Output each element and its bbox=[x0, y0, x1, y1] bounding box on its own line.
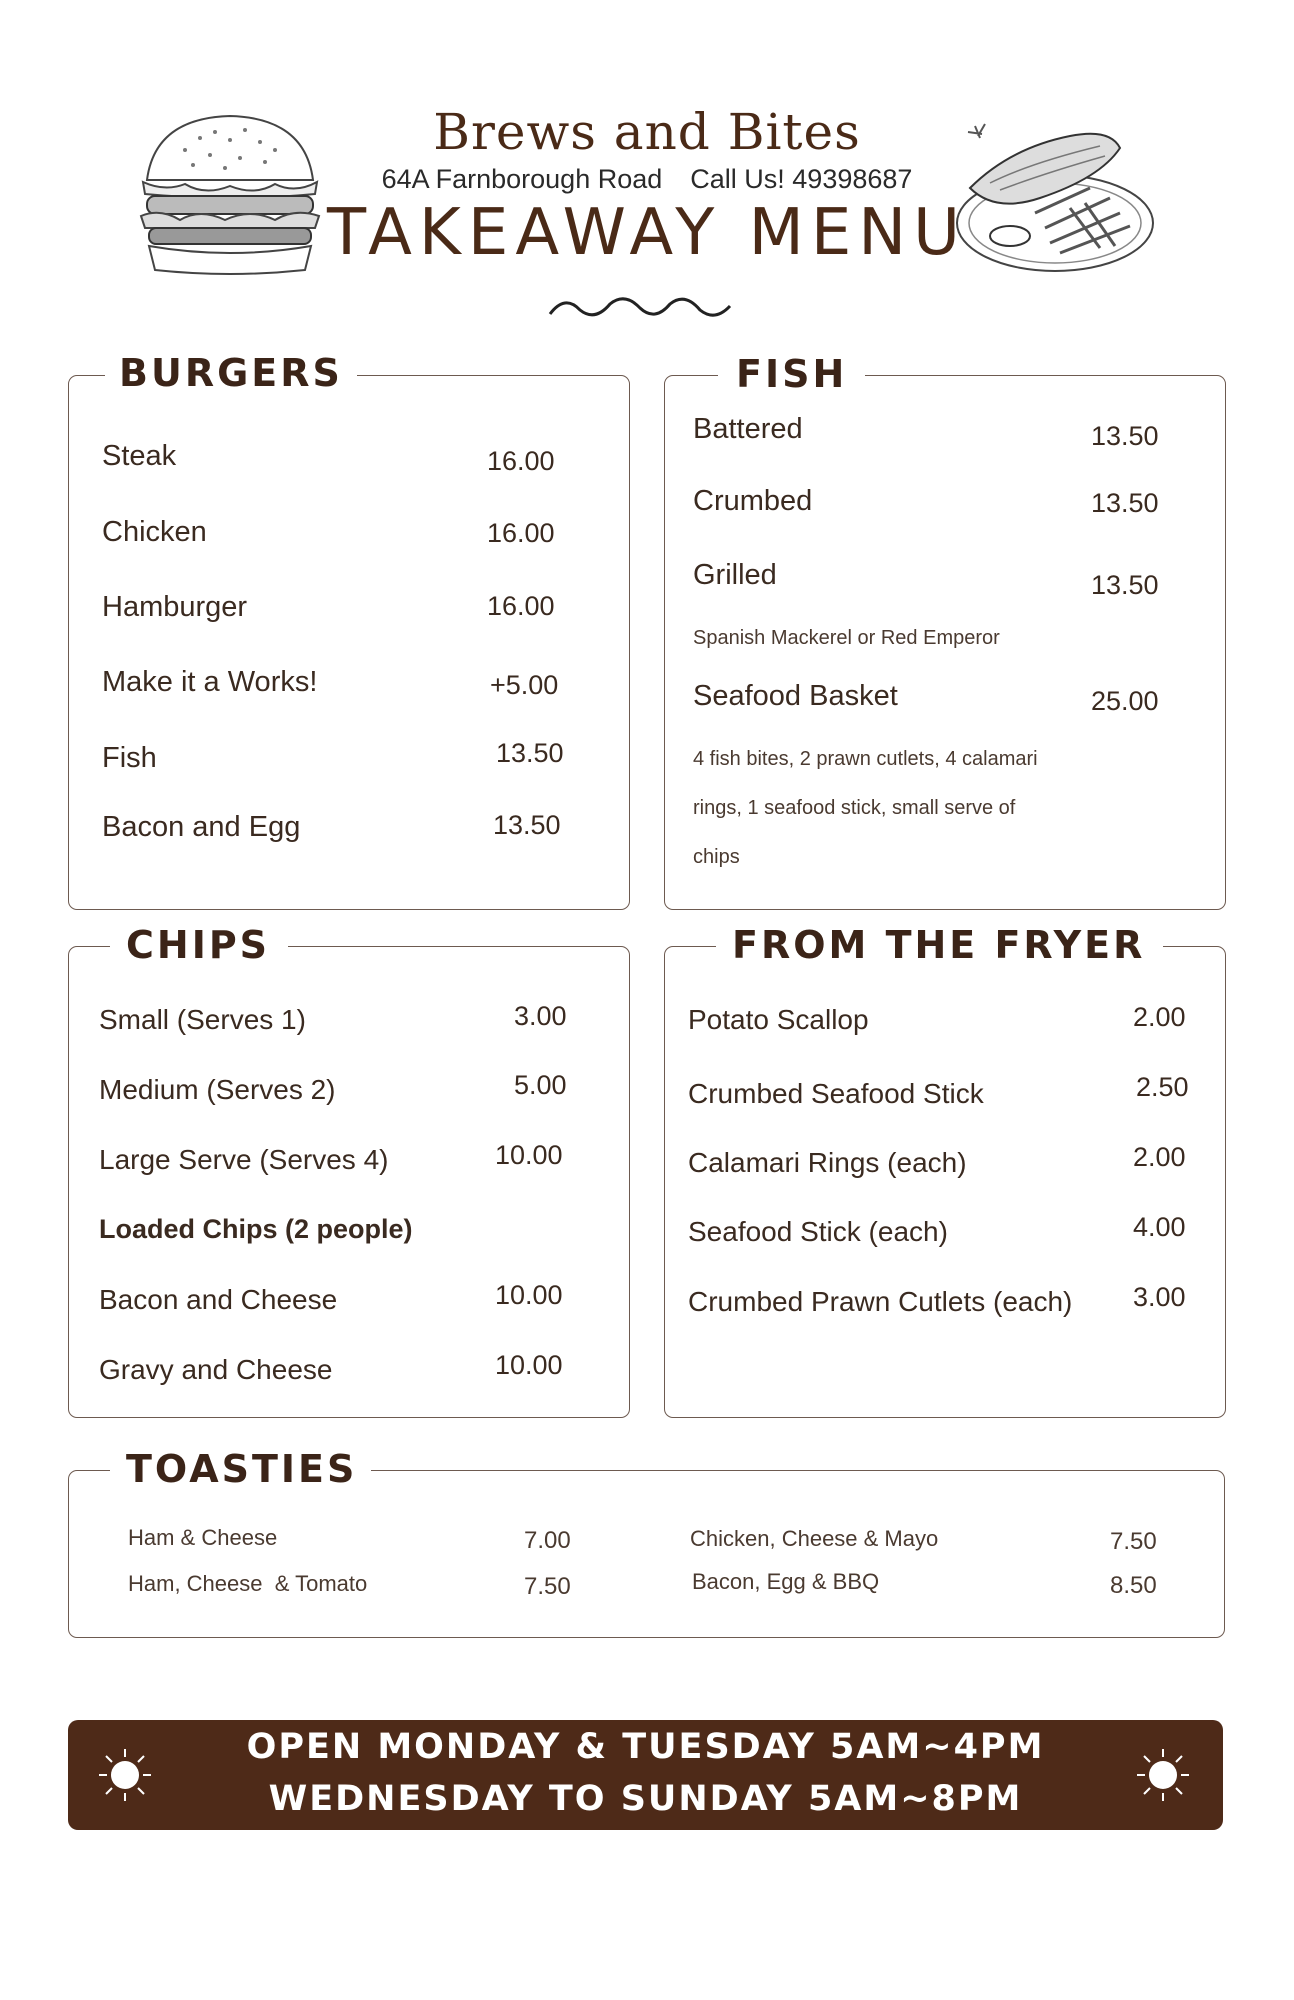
menu-item: Crumbed Seafood Stick bbox=[688, 1078, 984, 1109]
menu-price: 13.50 bbox=[1091, 570, 1159, 600]
menu-price: 4.00 bbox=[1133, 1212, 1186, 1242]
menu-price: 2.00 bbox=[1133, 1142, 1186, 1172]
fryer-title: FROM THE FRYER bbox=[716, 923, 1163, 967]
menu-price: 2.00 bbox=[1133, 1002, 1186, 1032]
menu-price: 10.00 bbox=[495, 1280, 563, 1310]
menu-item: Small (Serves 1) bbox=[99, 1004, 306, 1035]
wavy-divider-icon bbox=[545, 292, 735, 322]
menu-item: Potato Scallop bbox=[688, 1004, 869, 1035]
menu-item: Gravy and Cheese bbox=[99, 1354, 333, 1385]
menu-price: 25.00 bbox=[1091, 686, 1159, 716]
menu-item: Bacon and Egg bbox=[102, 811, 301, 843]
menu-price: 3.00 bbox=[1133, 1282, 1186, 1312]
menu-item: Grilled bbox=[693, 559, 777, 591]
menu-price: 7.00 bbox=[524, 1527, 571, 1554]
menu-item: Steak bbox=[102, 440, 177, 472]
loaded-chips-heading: Loaded Chips (2 people) bbox=[99, 1214, 413, 1244]
menu-item: Large Serve (Serves 4) bbox=[99, 1144, 389, 1175]
toasties-title: TOASTIES bbox=[110, 1447, 371, 1491]
restaurant-name: Brews and Bites bbox=[433, 103, 861, 161]
menu-item: Crumbed bbox=[693, 485, 813, 517]
menu-item: Bacon and Cheese bbox=[99, 1284, 338, 1315]
item-description: 4 fish bites, 2 prawn cutlets, 4 calamari bbox=[693, 748, 1038, 770]
menu-price: 13.50 bbox=[1091, 488, 1159, 518]
menu-price: 16.00 bbox=[487, 518, 555, 548]
menu-price: 10.00 bbox=[495, 1140, 563, 1170]
address: 64A Farnborough Road bbox=[381, 164, 663, 194]
chips-title: CHIPS bbox=[110, 923, 288, 967]
toasties-section bbox=[68, 1470, 1225, 1638]
burgers-title: BURGERS bbox=[105, 351, 357, 395]
menu-item: Hamburger bbox=[102, 591, 248, 623]
menu-item: Chicken, Cheese & Mayo bbox=[690, 1526, 939, 1551]
menu-price: +5.00 bbox=[490, 670, 559, 700]
menu-item: Bacon, Egg & BBQ bbox=[692, 1569, 880, 1594]
item-description: rings, 1 seafood stick, small serve of bbox=[693, 797, 1016, 819]
menu-price: 7.50 bbox=[524, 1573, 571, 1600]
menu-price: 3.00 bbox=[514, 1001, 567, 1031]
menu-price: 5.00 bbox=[514, 1070, 567, 1100]
hours-line-1: OPEN MONDAY & TUESDAY 5AM~4PM bbox=[246, 1727, 1045, 1767]
menu-item: Fish bbox=[102, 742, 157, 774]
menu-item: Crumbed Prawn Cutlets (each) bbox=[688, 1286, 1073, 1317]
menu-item: Ham, Cheese & Tomato bbox=[128, 1571, 368, 1596]
menu-price: 16.00 bbox=[487, 446, 555, 476]
menu-item: Seafood Basket bbox=[693, 680, 898, 712]
item-description: chips bbox=[693, 846, 740, 868]
menu-price: 2.50 bbox=[1136, 1072, 1189, 1102]
menu-price: 13.50 bbox=[493, 810, 561, 840]
menu-price: 13.50 bbox=[496, 738, 564, 768]
menu-price: 16.00 bbox=[487, 591, 555, 621]
menu-item: Chicken bbox=[102, 516, 207, 548]
hours-line-2: WEDNESDAY TO SUNDAY 5AM~8PM bbox=[268, 1779, 1023, 1819]
fish-title: FISH bbox=[718, 352, 865, 396]
contact-line bbox=[0, 164, 1294, 195]
menu-price: 13.50 bbox=[1091, 421, 1159, 451]
menu-item: Ham & Cheese bbox=[128, 1525, 278, 1550]
phone: Call Us! 49398687 bbox=[690, 164, 913, 194]
menu-item: Battered bbox=[693, 413, 803, 445]
menu-item: Make it a Works! bbox=[102, 666, 318, 698]
menu-item: Medium (Serves 2) bbox=[99, 1074, 336, 1105]
item-description: Spanish Mackerel or Red Emperor bbox=[693, 627, 1000, 649]
menu-item: Seafood Stick (each) bbox=[688, 1216, 948, 1247]
menu-price: 8.50 bbox=[1110, 1572, 1157, 1599]
menu-price: 10.00 bbox=[495, 1350, 563, 1380]
menu-item: Calamari Rings (each) bbox=[688, 1147, 967, 1178]
menu-heading: TAKEAWAY MENU bbox=[327, 196, 967, 270]
menu-price: 7.50 bbox=[1110, 1528, 1157, 1555]
